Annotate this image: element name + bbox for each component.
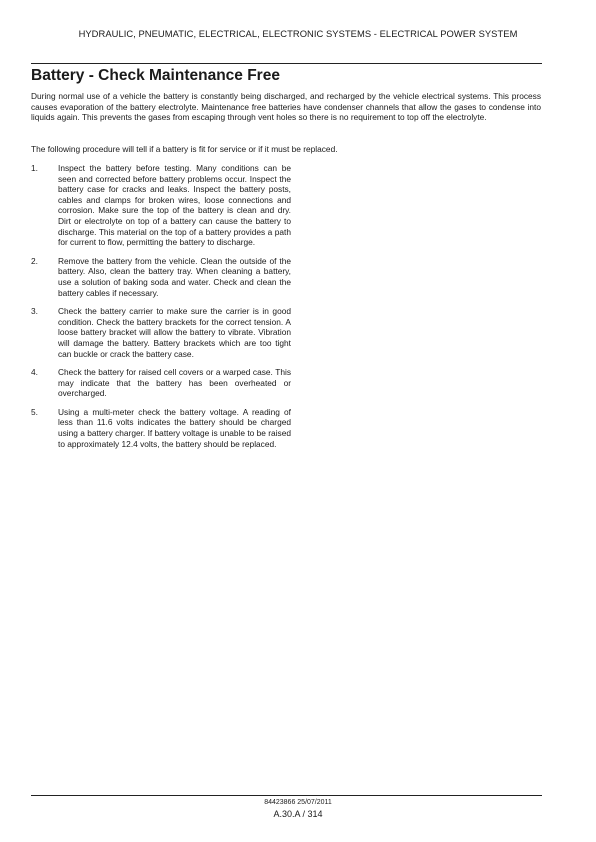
intro-paragraph: During normal use of a vehicle the battery is constantly being discharged, and recharged by the vehicle electrical systems. This process causes evaporation of the battery electrolyte. Maintenance free batteries have condenser channels that allow the gases to condense into liquids again. This prevents the gases from escaping through vent holes so there is no requirement to top off the electrolyte. <box>31 91 541 123</box>
step-text: Inspect the battery before testing. Many conditions can be seen and corrected before battery problems occur. Inspect the battery case for cracks and leaks. Inspect the battery posts, cables and clamps for broken wires, loose connections and corrosion. Make sure the top of the battery is clean and dry. Dirt or electrolyte on top of a battery can cause the battery to discharge. This material on the top of a battery provides a path for current to flow, permitting the battery to discharge. <box>58 163 291 248</box>
step-text: Remove the battery from the vehicle. Clean the outside of the battery. Also, clean the battery tray. When cleaning a battery, use a solution of baking soda and water. Check and clean the battery cables if necessary. <box>58 255 291 298</box>
running-header: HYDRAULIC, PNEUMATIC, ELECTRICAL, ELECTRONIC SYSTEMS - ELECTRICAL POWER SYSTEM <box>78 28 518 39</box>
step-number: 2. <box>31 255 38 266</box>
procedure-step-4 <box>31 367 291 399</box>
procedure-step-5 <box>31 407 291 449</box>
procedure-step-2 <box>31 256 291 298</box>
step-text: Check the battery carrier to make sure the carrier is in good condition. Check the battery brackets for the correct tension. A loose battery bracket will allow the battery to vibrate. Vibration will damage the battery. Battery brackets which are too tight can buckle or crack the battery case. <box>58 306 291 359</box>
page-title: Battery - Check Maintenance Free <box>31 67 280 84</box>
step-number: 5. <box>31 406 38 417</box>
step-number: 3. <box>31 306 38 317</box>
step-number: 4. <box>31 367 38 378</box>
step-text: Using a multi-meter check the battery voltage. A reading of less than 11.6 volts indicates the battery should be charged using a battery charger. If battery voltage is unable to be raised to approximately 12.4 volts, the battery should be replaced. <box>58 406 291 449</box>
procedure-step-1 <box>31 163 291 248</box>
document-code: 84423866 25/07/2011 <box>264 799 332 806</box>
procedure-step-3 <box>31 306 291 359</box>
page-reference: A.30.A / 314 <box>273 809 323 819</box>
procedure-lead-in: The following procedure will tell if a battery is fit for service or if it must be replaced. <box>31 144 338 154</box>
step-number: 1. <box>31 163 38 173</box>
header-rule <box>31 63 542 64</box>
procedure-steps <box>31 163 291 457</box>
step-text: Check the battery for raised cell covers or a warped case. This may indicate that the battery has been overheated or overcharged. <box>58 367 291 399</box>
footer-rule <box>31 795 542 796</box>
